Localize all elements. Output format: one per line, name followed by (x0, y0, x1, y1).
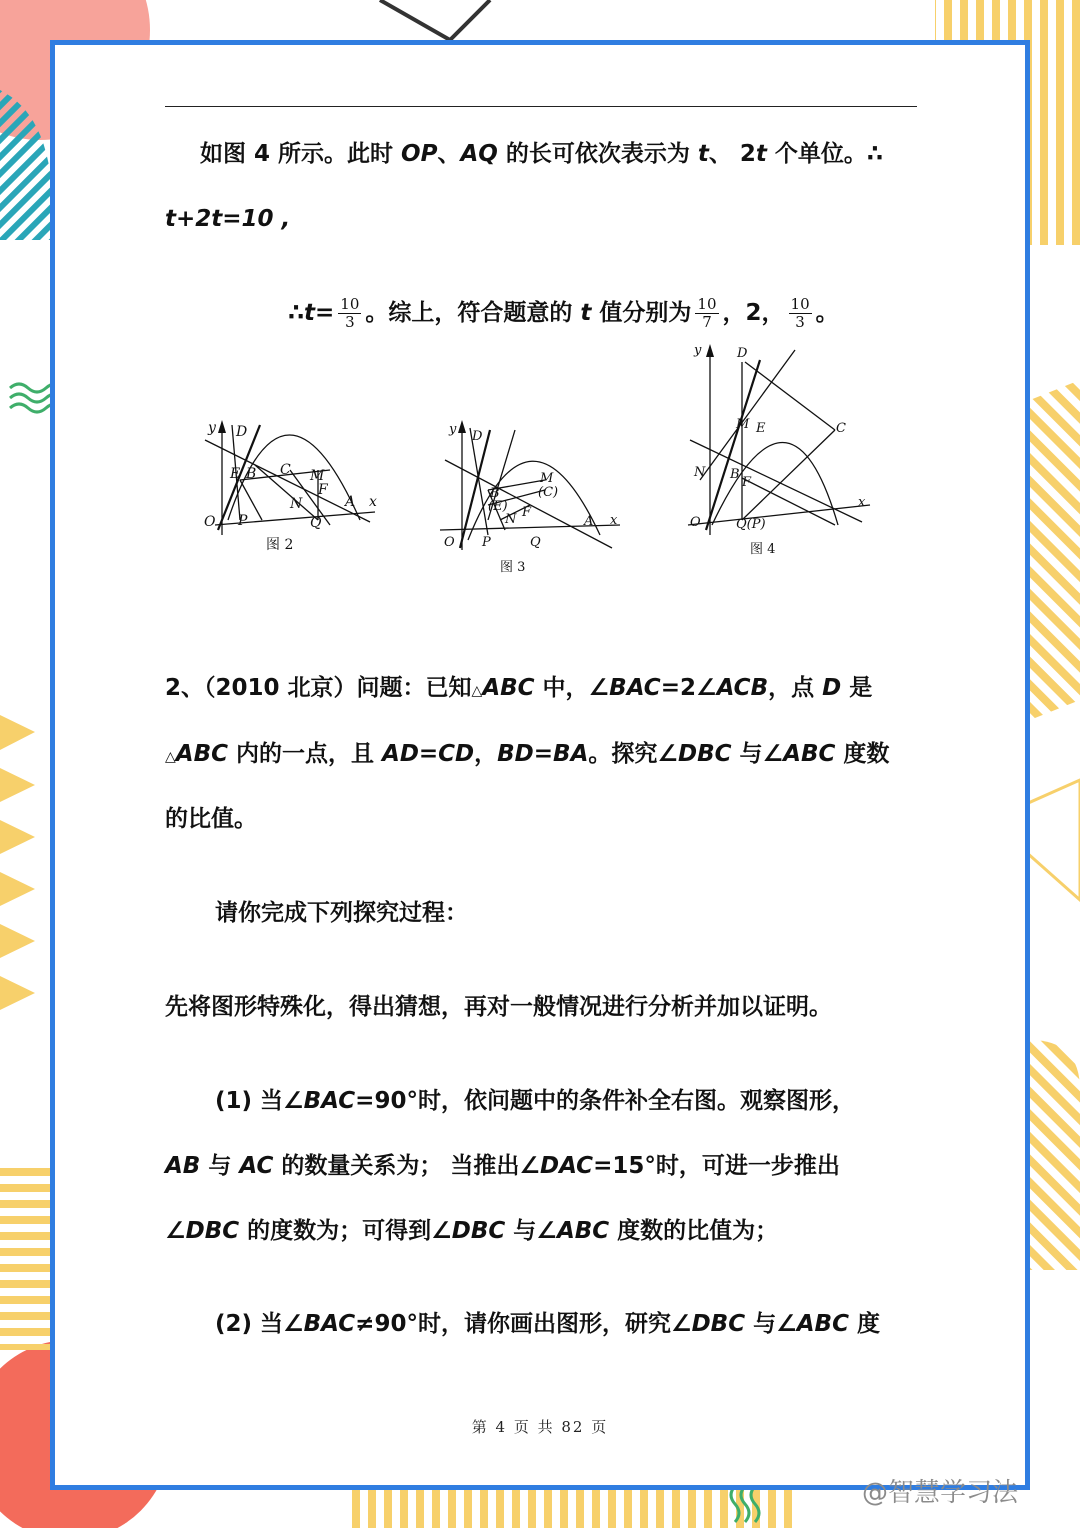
svg-text:x: x (858, 495, 866, 510)
text-line-2: t+2t=10 , (165, 206, 291, 232)
svg-text:P: P (238, 513, 248, 529)
svg-text:B: B (246, 466, 257, 482)
fraction-10-3: $\frac{10}{3}$ (340, 295, 360, 331)
svg-text:O: O (204, 514, 216, 530)
problem2-line-9: (2) 当∠BAC≠90°时，请你画出图形，研究∠DBC 与∠ABC 度 (215, 1311, 880, 1337)
svg-text:y: y (449, 422, 457, 437)
svg-text:P: P (482, 535, 491, 550)
svg-text:M: M (310, 468, 325, 484)
figures (0, 0, 1080, 600)
problem2-line-1: 2、（2010 北京）问题：已知△ABC 中，∠BAC=2∠ACB，点 D 是 (165, 675, 873, 701)
right-yellow-circle-stripes (1030, 1040, 1080, 1270)
fraction-10-7: $\frac{10}{7}$ (697, 295, 717, 331)
svg-text:E: E (230, 466, 241, 482)
figure-2-labels (204, 420, 377, 553)
watermark: @智慧学习法 (862, 1478, 1019, 1508)
svg-text:B: B (730, 467, 740, 482)
svg-text:x: x (610, 513, 618, 528)
text-line-3: ∴t= $\frac{10}{3}$ 。综上，符合题意的 t 值分别为 $\frac{10}{7}$ ，2， $\frac{10}{3}$ 。 (288, 295, 839, 331)
svg-text:M: M (540, 471, 554, 486)
svg-text:F: F (742, 475, 752, 490)
left-yellow-hbars (0, 1160, 50, 1350)
svg-text:B: B (490, 486, 500, 501)
page-number-footer: 第 4 页 共 82 页 (471, 1418, 609, 1436)
svg-text:(E): (E) (488, 499, 508, 514)
svg-text:C: C (836, 421, 846, 436)
figure-3 (440, 420, 620, 550)
problem2-line-2: △ABC 内的一点，且 AD=CD，BD=BA。探究∠DBC 与∠ABC 度数 (165, 741, 890, 767)
problem2-line-3: 的比值。 (165, 806, 257, 832)
svg-text:D: D (236, 424, 248, 440)
figure-3-labels (444, 422, 618, 575)
svg-text:N: N (694, 465, 706, 480)
fig4-x-axis (688, 505, 870, 525)
svg-text:N: N (505, 512, 517, 527)
problem2-line-8: ∠DBC 的度数为；可得到∠DBC 与∠ABC 度数的比值为； (165, 1218, 779, 1244)
figure-4-labels (690, 343, 866, 557)
fraction-10-3-b: $\frac{10}{3}$ (790, 295, 810, 331)
svg-text:M: M (736, 417, 750, 432)
problem2-line-6: (1) 当∠BAC=90°时，依问题中的条件补全右图。观察图形， (215, 1088, 855, 1114)
problem2-line-5: 先将图形特殊化，得出猜想，再对一般情况进行分析并加以证明。 (165, 994, 832, 1020)
svg-text:O: O (444, 535, 455, 550)
svg-text:y: y (694, 343, 702, 358)
svg-text:图 3: 图 3 (500, 560, 526, 575)
svg-text:Q: Q (310, 515, 322, 531)
svg-text:图 2: 图 2 (266, 537, 294, 553)
svg-text:E: E (756, 421, 766, 436)
svg-text:N: N (290, 496, 303, 512)
svg-text:F: F (522, 505, 532, 520)
svg-text:图 4: 图 4 (750, 542, 776, 557)
svg-text:A: A (345, 494, 356, 510)
svg-text:(C): (C) (538, 485, 559, 500)
left-yellow-triangles (0, 715, 35, 1010)
svg-text:y: y (208, 420, 216, 436)
svg-text:O: O (690, 515, 701, 530)
problem2-line-4: 请你完成下列探究过程： (215, 900, 468, 926)
svg-text:D: D (472, 429, 483, 444)
problem2-line-7: AB 与 AC 的数量关系为； 当推出∠DAC=15°时，可进一步推出 (165, 1153, 840, 1179)
svg-text:F: F (318, 482, 328, 498)
svg-text:D: D (737, 346, 748, 361)
text-line-1: 如图 4 所示。此时 OP、AQ 的长可依次表示为 t、 2t 个单位。∴ (200, 141, 883, 167)
svg-text:Q: Q (530, 535, 541, 550)
svg-text:C: C (280, 462, 291, 478)
svg-text:Q(P): Q(P) (736, 517, 766, 532)
figure-4 (688, 344, 870, 535)
svg-text:x: x (369, 494, 377, 510)
svg-text:A: A (584, 514, 594, 529)
